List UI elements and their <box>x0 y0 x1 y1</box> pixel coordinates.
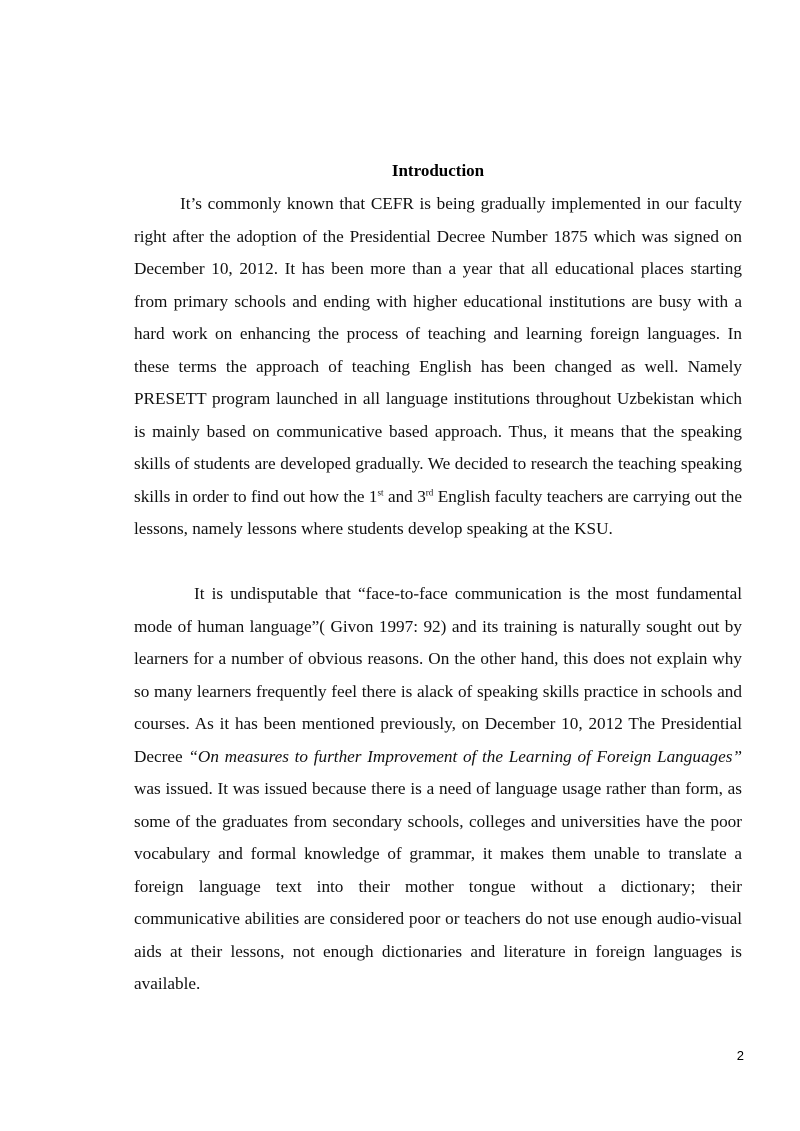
superscript-ordinal: rd <box>425 486 434 497</box>
section-heading: Introduction <box>391 161 485 180</box>
paragraph-text: It is undisputable that “face-to-face communication is the most fundamental mode of human language”( Givon 1997: 92) and its training is naturally sought out by learners for a number of obvious reasons. On the other hand, this does not explain why so many learners frequently feel there is alack of speaking skills practice in schools and courses. As it has been mentioned previously, on December 10, 2012 The Presidential Decree <box>134 584 742 766</box>
paragraph-text: English faculty teachers are carrying out the lessons, namely lessons where students develop speaking at the KSU. <box>134 486 742 538</box>
page-number: 2 <box>736 1048 744 1063</box>
decree-title: “On measures to further Improvement of the Learning of Foreign Languages” <box>188 746 743 766</box>
paragraph-context <box>134 578 742 1001</box>
paragraph-text: was issued. It was issued because there is a need of language usage rather than form, as some of the graduates from secondary schools, colleges and universities have the poor vocabulary and formal knowledge of grammar, it makes them unable to translate a foreign language text into their mother tongue without a dictionary; their communicative abilities are considered poor or teachers do not use enough audio-visual aids at their lessons, not enough dictionaries and literature in foreign languages is available. <box>134 779 742 993</box>
paragraph-intro <box>134 188 742 546</box>
paragraph-text: It’s commonly known that CEFR is being gradually implemented in our faculty right after the adoption of the Presidential Decree Number 1875 which was signed on December 10, 2012. It has been more than a year that all educational places starting from primary schools and ending with higher educational institutions are busy with a hard work on enhancing the process of teaching and learning foreign languages. In these terms the approach of teaching English has been changed as well. Namely PRESETT program launched in all language institutions throughout Uzbekistan which is mainly based on communicative based approach. Thus, it means that the speaking skills of students are developed gradually. We decided to research the teaching speaking skills in order to find out how the 1 <box>134 194 742 506</box>
superscript-ordinal: st <box>377 486 384 497</box>
paragraph-text: and 3 <box>383 486 426 506</box>
